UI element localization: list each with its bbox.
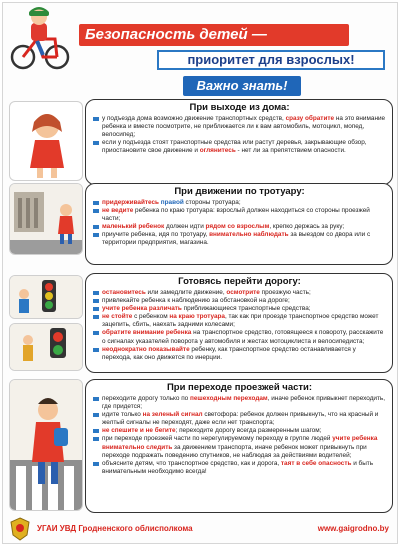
bullet-item: [93, 435, 386, 459]
police-emblem-icon: [9, 517, 31, 541]
info-box: [85, 379, 393, 513]
bullet-text: , иначе ребенок привыкнет переходить, где придется;: [102, 395, 386, 411]
bullet-text: за выездом со двора или с территории предприятия, магазина.: [102, 231, 371, 247]
bullet-text: таят в себе опасность: [280, 459, 352, 467]
bullet-text: , крепко держась за руку;: [269, 223, 345, 231]
bullet-item: [93, 207, 386, 223]
bullet-text: привлекайте ребенка к наблюдению за обстановкой на дороге;: [102, 297, 290, 305]
bullet-item: [93, 395, 386, 411]
bullet-text: остановитесь: [102, 289, 146, 296]
poster-page: [2, 2, 398, 544]
bullet-text: ; переходите дорогу всегда размеренным шагом;: [175, 427, 322, 435]
bullet-item: [93, 346, 386, 362]
bullet-text: на это внимание ребенка и вместе посмотрите, не приближается ли к вам автомобиль, мотоцикл, мопед, велосипед;: [102, 115, 386, 139]
bullet-text: учите ребенка внимательно следить: [102, 435, 378, 451]
bullet-text: ребенку, как транспортное средство останавливается у перехода, как оно движется по инерции.: [102, 345, 356, 361]
bullet-text: при переходе проезжей части по нерегулируемому переходу в группе людей: [102, 435, 333, 443]
bullet-item: [93, 411, 386, 427]
bullet-text: приучите ребенка, идя по тротуару,: [102, 231, 210, 239]
bullet-text: переходите дорогу только по: [102, 395, 191, 402]
bullet-text: идите только: [102, 411, 143, 419]
bullet-text: на зеленый сигнал: [142, 411, 203, 419]
bullet-text: не спешите и не бегите: [102, 427, 176, 435]
section-title: Готовясь перейти дорогу:: [178, 276, 301, 287]
bullet-text: должен идти: [164, 223, 206, 231]
bullet-text: осмотрите: [226, 289, 260, 296]
bullet-text: маленький ребенок: [102, 223, 165, 231]
footer: [3, 515, 398, 544]
poster-title-line-2: приоритет для взрослых!: [157, 50, 385, 70]
poster-title-line-1: Безопасность детей —: [79, 24, 349, 46]
bullet-text: с ребенком: [132, 313, 170, 321]
bullet-text: сразу обратите: [285, 115, 335, 122]
bullet-item: [93, 460, 386, 476]
bullet-text: за движением транспорта, иначе ребенок может привыкнуть при переходе подражать поведению спутников, не наблюдая за действиями водителей;: [102, 443, 367, 459]
bullet-text: или замедлите движение,: [145, 289, 227, 296]
footer-organization: УГАИ УВД Гродненского облисполкома: [37, 524, 193, 533]
bullet-list: [93, 395, 386, 476]
bullet-text: учите ребенка различать: [102, 305, 182, 313]
bullet-text: , так как при проезде транспортное средство может зацепить, сбить, наехать задними колесами;: [102, 313, 379, 329]
bullet-text: рядом со взрослым: [205, 223, 270, 231]
bullet-text: неоднократно показывайте: [102, 345, 190, 353]
bullet-text: и быть внимательным необходимо всегда!: [102, 459, 374, 475]
section-title: При движении по тротуару:: [174, 186, 305, 197]
bullet-text: у подъезда дома возможно движение транспортных средств,: [102, 115, 286, 122]
bullet-text: не ведите: [102, 207, 134, 215]
bullet-item: [93, 329, 386, 345]
info-box: [85, 99, 393, 185]
bullet-text: светофора: ребенок должен привыкнуть, что на красный и желтый сигналы не переходят, даже если нет транспорта;: [102, 411, 379, 427]
bullet-list: [93, 199, 386, 248]
traffic-light-illustration: [9, 275, 83, 319]
info-box: [85, 183, 393, 265]
pedestrian-signal-illustration: [9, 323, 83, 371]
girl-illustration: [9, 101, 83, 181]
bullet-list: [93, 289, 386, 362]
bullet-item: [93, 231, 386, 247]
bullet-item: [93, 199, 386, 207]
bullet-text: правой: [160, 199, 184, 206]
crosswalk-illustration: [9, 379, 83, 511]
sidewalk-illustration: [9, 183, 83, 255]
bullet-text: - нет ли за препятствием опасности.: [235, 147, 346, 155]
bullet-item: [93, 115, 386, 139]
bullet-text: объясните детям, что транспортное средство, как и дорога,: [102, 459, 281, 467]
bullet-text: пешеходным переходам: [190, 395, 268, 402]
important-banner: Важно знать!: [183, 76, 301, 96]
info-box: [85, 273, 393, 373]
bullet-text: на транспортное средство, готовящееся к повороту, расскажите о сигналах указателей поворота у автомобиля и жестах мотоциклиста и велосипедиста;: [102, 329, 384, 345]
bullet-text: придерживайтесь: [102, 199, 161, 206]
bullet-text: ребенка по краю тротуара: взрослый должен находиться со стороны проезжей части;: [102, 207, 370, 223]
section-title: При переходе проезжей части:: [166, 382, 313, 393]
bullet-text: проезжую часть;: [259, 289, 311, 296]
bullet-item: [93, 313, 386, 329]
bullet-item: [93, 289, 386, 297]
bullet-text: оглянитесь: [199, 147, 236, 155]
bullet-text: внимательно наблюдать: [209, 231, 289, 239]
footer-website-link[interactable]: www.gaigrodno.by: [317, 524, 389, 533]
bullet-text: не стойте: [102, 313, 133, 321]
bullet-item: [93, 139, 386, 155]
bullet-text: на краю тротуара: [169, 313, 225, 321]
section-title: При выходе из дома:: [189, 102, 290, 113]
bullet-text: обратите внимание ребенка: [102, 329, 192, 337]
bullet-list: [93, 115, 386, 155]
boy-on-bicycle-illustration: [7, 7, 73, 71]
header: [3, 3, 398, 93]
bullet-item: [93, 297, 386, 305]
bullet-text: если у подъезда стоят транспортные средства или растут деревья, закрывающие обзор, приостановите свое движение и: [102, 139, 367, 155]
bullet-text: приближающиеся транспортные средства;: [181, 305, 311, 313]
bullet-text: стороны тротуара;: [183, 199, 241, 206]
